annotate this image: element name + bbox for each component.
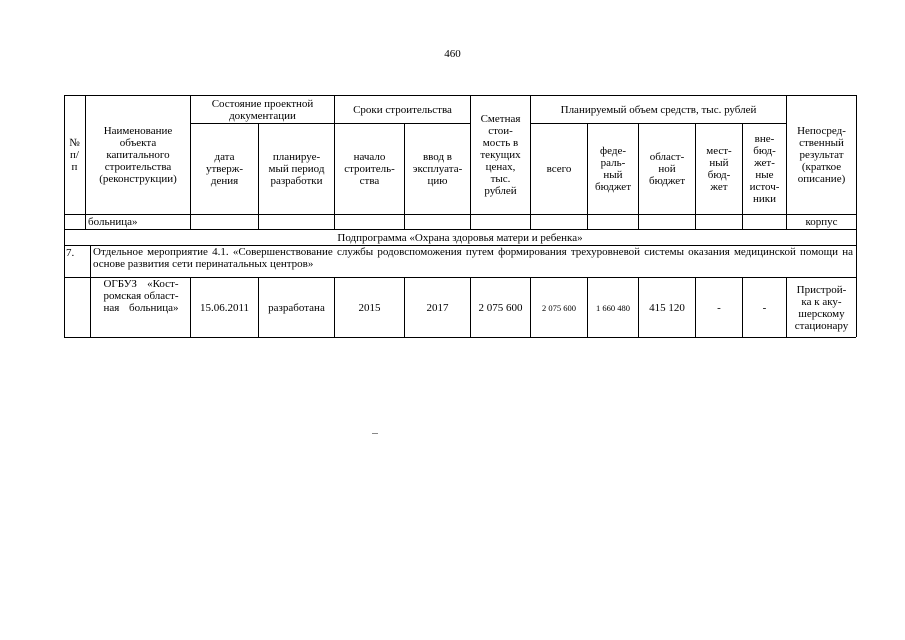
estimated-cost: 2 075 600	[478, 301, 523, 314]
funds-total: 2 075 600	[542, 302, 576, 313]
construction-start: 2015	[358, 301, 381, 314]
header-doc-group: Состояние проектной документации	[211, 97, 314, 122]
subprogram-title: Подпрограмма «Охрана здоровья матери и ребенка»	[337, 231, 583, 244]
doc-status: разработана	[268, 301, 325, 314]
header-terms-group: Сроки строительства	[353, 103, 452, 116]
result-description: Пристрой- ка к аку- шерскому стационару	[794, 283, 849, 332]
header-funds-extra: вне- бюд- жет- ные источ- ники	[749, 133, 780, 205]
carry-row-result: корпус	[805, 216, 838, 228]
object-name: ОГБУЗ «Кост- ромская област- ная больница»	[103, 278, 179, 314]
table-bottom-border	[64, 337, 856, 338]
scan-speck	[372, 433, 378, 434]
header-object-name: Наименование объекта капитального строительства (реконструкции)	[99, 125, 177, 185]
event-num: 7.	[66, 247, 75, 259]
col-line	[90, 277, 91, 337]
event-description: Отдельное мероприятие 4.1. «Совершенствование службы родовспоможения путем формирования трехуровневой системы оказания медицинской помощи на основе развития сети перинатальных центров»	[93, 246, 853, 270]
header-doc-date: дата утверж- дения	[205, 151, 244, 187]
header-funds-federal: феде- раль- ный бюджет	[595, 145, 631, 193]
header-funds-regional: област- ной бюджет	[649, 151, 685, 187]
header-cost: Сметная стои- мость в текущих ценах, тыс. рублей	[480, 113, 521, 197]
carry-row-name: больница»	[88, 216, 138, 228]
funds-extra: -	[762, 301, 767, 314]
header-funds-group: Планируемый объем средств, тыс. рублей	[560, 103, 757, 116]
table-right-border	[856, 95, 857, 337]
page-number: 460	[444, 48, 461, 60]
header-terms-start: начало строитель- ства	[344, 151, 395, 187]
header-num: № п/ п	[69, 137, 80, 173]
funds-regional: 415 120	[649, 301, 685, 314]
header-terms-end: ввод в эксплуата- цию	[412, 151, 463, 187]
approval-date: 15.06.2011	[199, 301, 250, 314]
header-funds-local: мест- ный бюд- жет	[706, 145, 732, 193]
funds-federal: 1 660 480	[596, 302, 630, 313]
col-line	[90, 245, 91, 277]
funds-local: -	[717, 301, 721, 314]
header-doc-planned: планируе- мый период разработки	[268, 151, 325, 187]
header-funds-total: всего	[546, 163, 572, 175]
commissioning-year: 2017	[426, 301, 449, 314]
header-result: Непосред- ственный результат (краткое описание)	[797, 125, 846, 185]
